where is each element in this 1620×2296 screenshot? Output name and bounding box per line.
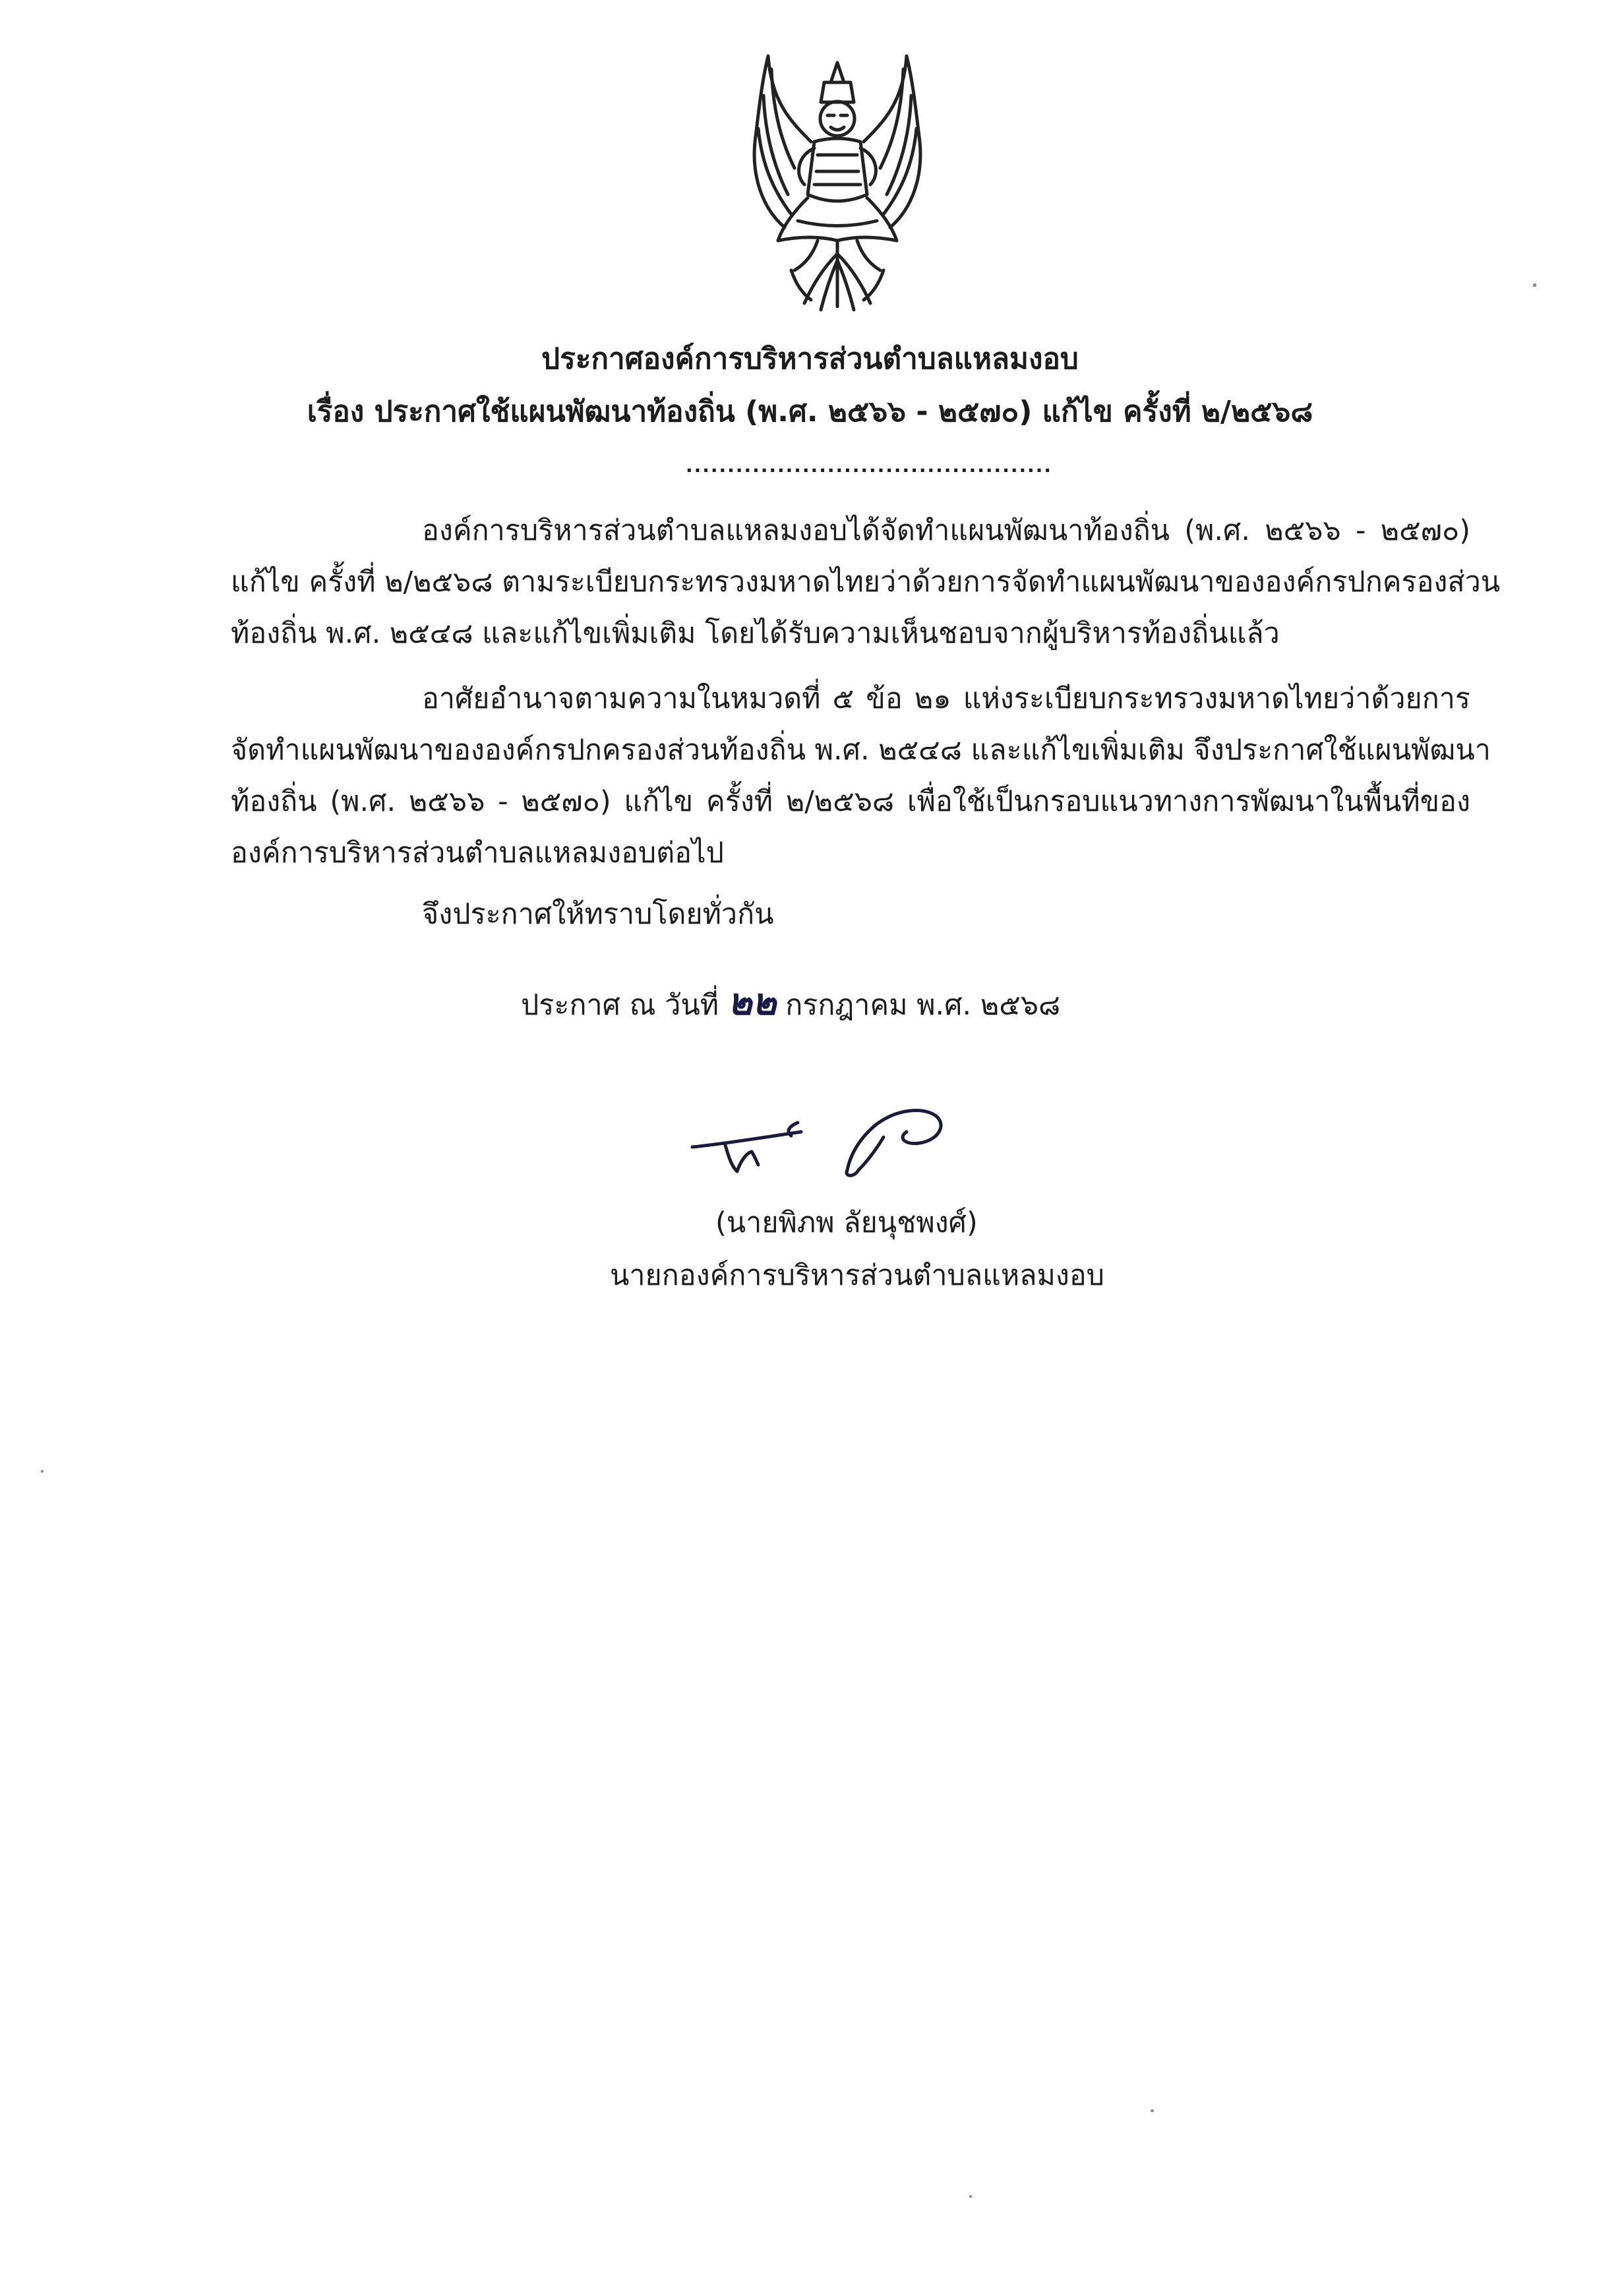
- announcement-date: [521, 972, 1060, 1031]
- paragraph-1-line-3: ท้องถิ่น พ.ศ. ๒๕๔๘ และแก้ไขเพิ่มเติม โดยได้รับความเห็นชอบจากผู้บริหารท้องถิ่นแล้ว: [231, 617, 1280, 650]
- scan-speck: [1533, 283, 1536, 287]
- date-suffix: กรกฎาคม พ.ศ. ๒๕๖๘: [776, 989, 1061, 1022]
- signatory-position: นายกองค์การบริหารส่วนตำบลแหลมงอบ: [610, 1259, 1104, 1292]
- scan-speck: [41, 1470, 44, 1473]
- garuda-emblem-icon: [732, 43, 943, 320]
- scan-speck: [1151, 2109, 1154, 2112]
- paragraph-2-line-3: ท้องถิ่น (พ.ศ. ๒๕๖๖ - ๒๕๗๐) แก้ไข ครั้งที่ ๒/๒๕๖๘ เพื่อใช้เป็นกรอบแนวทางการพัฒนาในพื้นที่ของ: [231, 785, 1470, 818]
- paragraph-2-line-2: จัดทำแผนพัฒนาขององค์กรปกครองส่วนท้องถิ่น พ.ศ. ๒๕๔๘ และแก้ไขเพิ่มเติม จึงประกาศใช้แผนพัฒนา: [231, 734, 1491, 767]
- paragraph-2-line-4: องค์การบริหารส่วนตำบลแหลมงอบต่อไป: [231, 837, 724, 869]
- date-prefix: ประกาศ ณ วันที่: [521, 989, 728, 1022]
- scan-speck: [969, 2195, 972, 2198]
- paragraph-1-line-2: แก้ไข ครั้งที่ ๒/๒๕๖๘ ตามระเบียบกระทรวงมหาดไทยว่าด้วยการจัดทำแผนพัฒนาขององค์กรปกครองส่วน: [231, 566, 1501, 599]
- date-day-handwritten: ๒๒: [727, 981, 777, 1024]
- paragraph-2-line-1: อาศัยอำนาจตามความในหมวดที่ ๕ ข้อ ๒๑ แห่งระเบียบกระทรวงมหาดไทยว่าด้วยการ: [422, 682, 1470, 715]
- handwritten-signature: [686, 1091, 963, 1190]
- paragraph-1-line-1: องค์การบริหารส่วนตำบลแหลมงอบได้จัดทำแผนพัฒนาท้องถิ่น (พ.ศ. ๒๕๖๖ - ๒๕๗๐): [422, 514, 1470, 547]
- document-title: ประกาศองค์การบริหารส่วนตำบลแหลมงอบ: [541, 342, 1079, 376]
- document-subject: เรื่อง ประกาศใช้แผนพัฒนาท้องถิ่น (พ.ศ. ๒๕๖๖ - ๒๕๗๐) แก้ไข ครั้งที่ ๒/๒๕๖๘: [307, 395, 1313, 428]
- signatory-name: (นายพิภพ ลัยนุชพงศ์): [715, 1206, 978, 1239]
- title-divider: ............................................: [686, 455, 1053, 477]
- closing-statement: จึงประกาศให้ทราบโดยทั่วกัน: [422, 898, 774, 931]
